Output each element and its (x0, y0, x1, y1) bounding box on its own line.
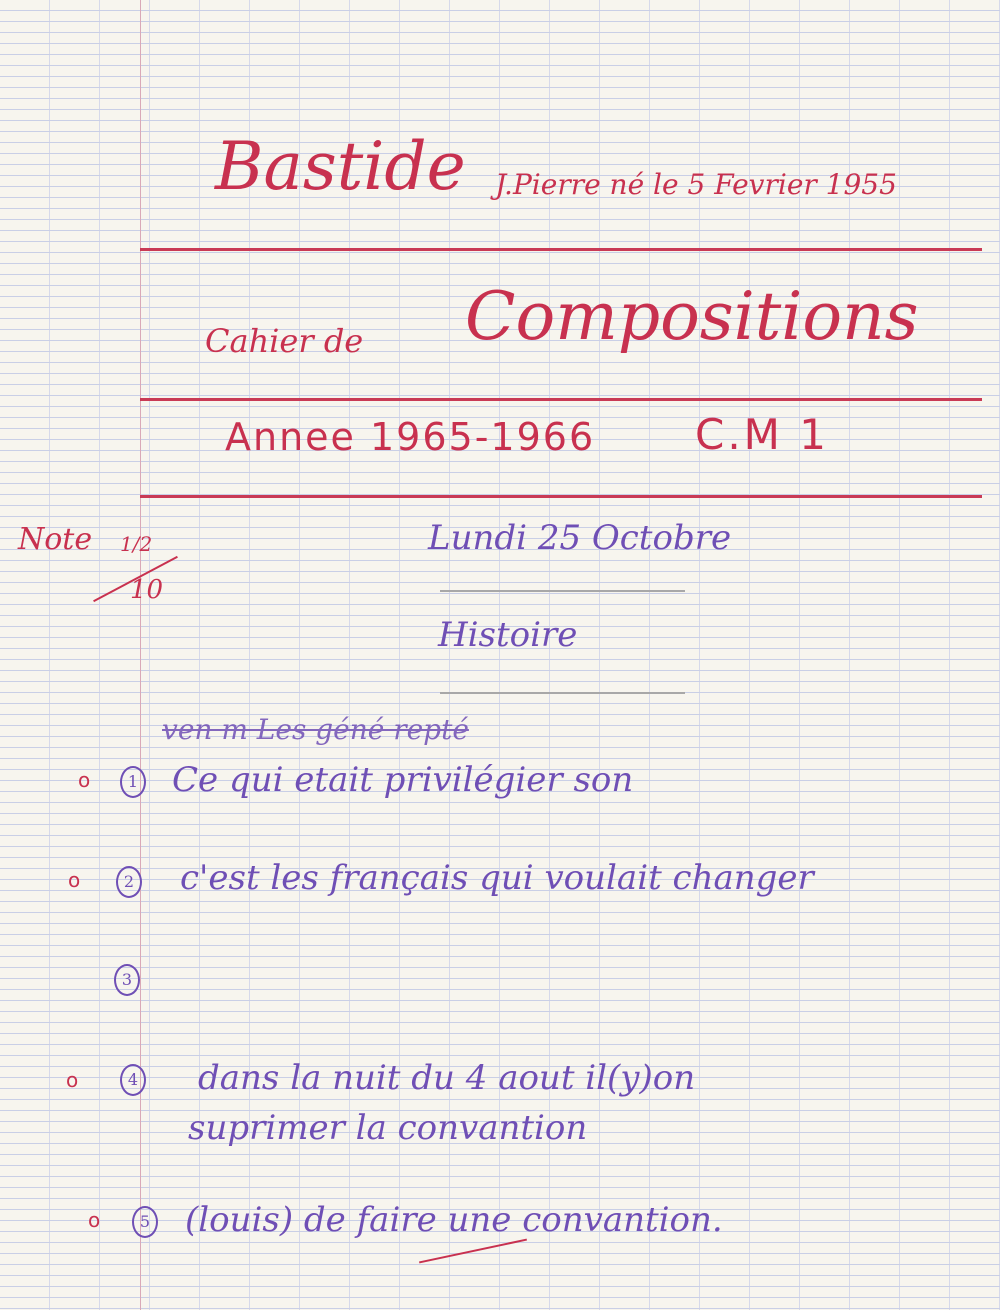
correction-underline (419, 1239, 527, 1264)
class-level: C.M 1 (695, 410, 829, 459)
answer-4-number-circle: 4 (120, 1064, 146, 1096)
answer-5-number (132, 1206, 158, 1238)
answer-3-number (114, 964, 140, 996)
entry-date: Lundi 25 Octobre (428, 518, 732, 558)
subject-underline (440, 692, 685, 694)
header-rule-2 (140, 398, 982, 401)
grade-value: 1/2 (120, 532, 153, 556)
answer-2-number (116, 866, 142, 898)
firstname-dob: J.Pierre né le 5 Fevrier 1955 (495, 168, 897, 201)
header-rule-1 (140, 248, 982, 251)
answer-3-number-circle: 3 (114, 964, 140, 996)
crossed-out-line: ven m Les géné repté (162, 713, 469, 746)
answer-1-number (120, 766, 146, 798)
grade-out-of: 10 (130, 575, 164, 605)
answer-2-mark: o (68, 868, 81, 892)
answer-5-text: (louis) de faire une convantion. (185, 1200, 723, 1240)
answer-5-number-circle: 5 (132, 1206, 158, 1238)
answer-2-number-circle: 2 (116, 866, 142, 898)
book-title: Compositions (465, 278, 919, 355)
answer-1-text: Ce qui etait privilégier son (172, 760, 634, 800)
answer-1-mark: o (78, 768, 91, 792)
answer-1-number-circle: 1 (120, 766, 146, 798)
answer-5-mark: o (88, 1208, 101, 1232)
answer-2-text: c'est les français qui voulait changer (180, 858, 814, 898)
grade-label: Note (18, 522, 93, 557)
answer-4-text: dans la nuit du 4 aout il(y)on (198, 1058, 696, 1098)
answer-4-number (120, 1064, 146, 1096)
margin-line (140, 0, 141, 1310)
answer-4-mark: o (66, 1068, 79, 1092)
answer-4-text-continued: suprimer la convantion (188, 1108, 588, 1148)
school-year: Annee 1965-1966 (225, 415, 596, 459)
date-underline (440, 590, 685, 592)
surname: Bastide (215, 128, 466, 205)
header-rule-3 (140, 495, 982, 498)
entry-subject: Histoire (438, 615, 578, 655)
book-prefix: Cahier de (205, 322, 364, 360)
